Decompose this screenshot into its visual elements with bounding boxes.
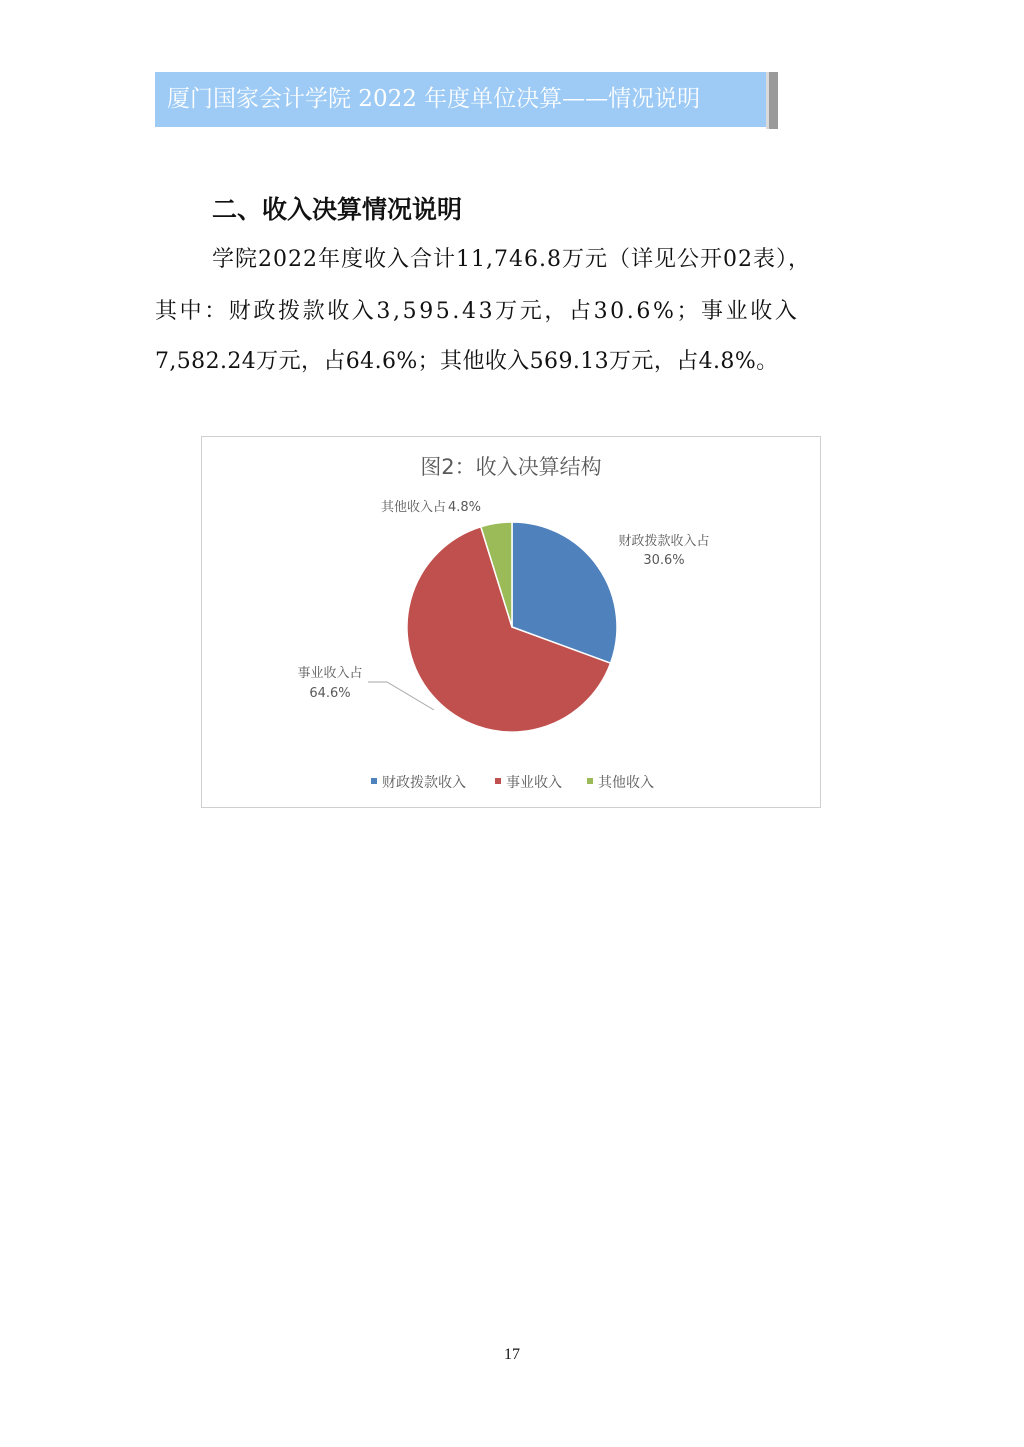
legend-item: 财政拨款收入 [382,775,466,791]
data-label-value: 64.6% [309,686,351,701]
legend-swatch [587,778,593,784]
legend-item: 事业收入 [506,775,562,791]
data-label-name: 其他收入占 [380,500,446,515]
data-label-value: 30.6% [643,553,685,568]
paragraph-line-1: 学院2022年度收入合计11,746.8万元（详见公开02表）， [212,247,811,272]
pie-chart-frame [201,436,821,808]
chart-title: 图2：收入决算结构 [420,455,602,479]
paragraph-line-2: 其中：财政拨款收入3,595.43万元，占30.6%；事业收入 [155,299,800,324]
page-number: 17 [504,1346,520,1363]
legend-swatch [495,778,501,784]
legend-swatch [371,778,377,784]
chart-legend [371,774,654,791]
data-label-name: 财政拨款收入占 [618,534,710,549]
paragraph-line-3: 7,582.24万元，占64.6%；其他收入569.13万元，占4.8%。 [155,349,779,374]
pie-chart [202,437,820,807]
leader-line [368,682,434,710]
document-header-banner [155,72,766,127]
legend-item: 其他收入 [598,775,654,791]
section-heading: 二、收入决算情况说明 [212,195,463,224]
banner-edge-decoration [766,72,778,129]
data-label-name: 事业收入占 [297,666,363,681]
banner-title: 厦门国家会计学院 2022 年度单位决算——情况说明 [167,86,701,112]
data-label-value: 4.8% [448,500,482,515]
